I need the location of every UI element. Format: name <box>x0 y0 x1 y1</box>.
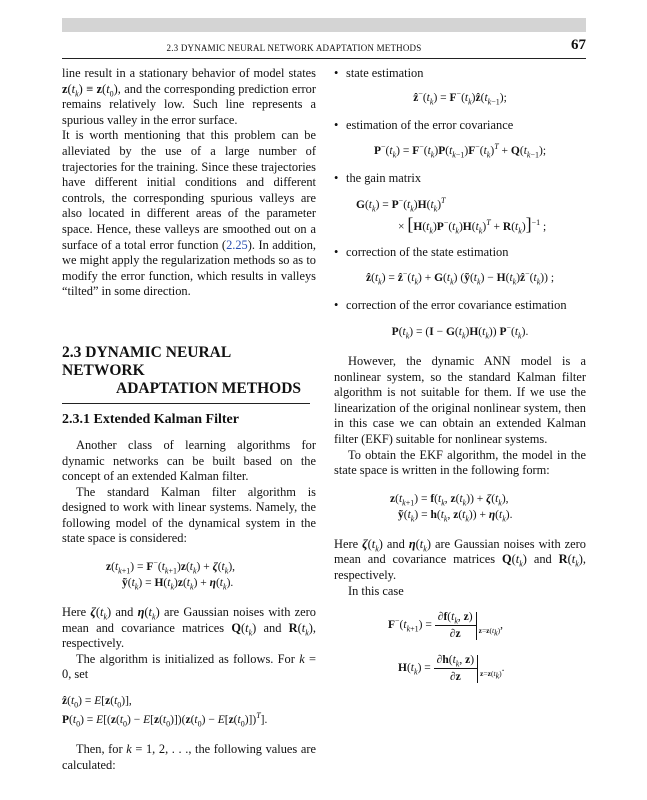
p2-text-b: ). In addition, we might apply the regularization methods so as to modify the error function, which results in valleys “tilted” in some direction. <box>62 237 316 299</box>
bullet-icon: • <box>334 171 339 186</box>
section-title-line-2: ADAPTATION METHODS <box>116 379 302 397</box>
equation-jacobian-h: $H(t_k)$ = $\frac{\partial h(t_k, z)}{\partial z}$ $_{z=z(t_k)}$. <box>398 654 505 684</box>
equation-reference-link[interactable]: 2.25 <box>226 237 248 252</box>
right-paragraph-4: In this case <box>348 583 404 598</box>
equation-covariance-correction: $P(t_k) = (I - G(t_k)H(t_k))$ $P^-(t_k)$. <box>391 323 529 341</box>
left-paragraph-4: The standard Kalman filter algorithm is designed to work with linear systems. Namely, the following model of the dynamical system in the state space is considered: <box>62 484 316 546</box>
nonlinear-state-space-equations <box>334 491 586 523</box>
bullet-label: correction of the error covariance estimation <box>346 298 567 313</box>
right-column <box>334 66 586 699</box>
equation-gain-matrix <box>334 197 586 235</box>
section-title-line-1: 2.3 DYNAMIC NEURAL NETWORK <box>62 343 231 379</box>
equation-init-covariance: $P(t_0) = E[(z(t_0) - E[z(t_0)])(z(t_0) - E[z(t_0)])^T]$. <box>62 711 268 729</box>
header-band <box>62 18 586 32</box>
equation-jacobian-f: $F^-(t_{k+1})$ = $\frac{\partial f(t_k, z)}{\partial z}$ $_{z=z(t_k)}$, <box>388 611 504 641</box>
equation-init-state: $ẑ(t_0) = E[z(t_0)]$, <box>62 695 132 710</box>
page-number: 67 <box>571 37 586 53</box>
bullet-label: state estimation <box>346 66 424 80</box>
equation-nonlinear-output: $ỹ(t_k) = h(t_k$, $z(t_k)) + \eta(t_k)$. <box>398 508 513 524</box>
gain-line-2: × $[H(t_k)P^-(t_k)H(t_k)^T + R(t_k)]^{-1}$ ; <box>398 213 547 236</box>
header-rule <box>62 58 586 59</box>
bullet-gain-matrix <box>334 171 586 187</box>
left-column <box>62 66 316 773</box>
section-title <box>62 344 316 398</box>
bullet-state-correction <box>334 245 586 261</box>
equation-state-prediction: $ẑ^-(t_k)$ = $F^-(t_k)ẑ(t_{k-1})$; <box>413 88 507 106</box>
jacobian-equations <box>334 609 586 685</box>
bullet-icon: • <box>334 298 339 313</box>
p2-text-a: It is worth mentioning that this problem can be alleviated by the use of a large number of trajectories for the training. Since these trajectories have different initial conditions and different controls, the corresponding spurious valleys are also located in different areas of the parameter space. Hence, these valleys are smoothed out on a surface of a total error function ( <box>62 128 316 252</box>
running-title: 2.3 DYNAMIC NEURAL NETWORK ADAPTATION METHODS <box>166 43 422 53</box>
equation-state: $z(t_{k+1}) = F^-(t_{k+1})z(t_k) + \zeta(t_k)$, <box>106 558 236 576</box>
section-title-rule <box>62 403 310 404</box>
left-paragraph-7: Then, for k = 1, 2, . . ., the following values are calculated: <box>62 742 316 772</box>
bullet-label: the gain matrix <box>346 171 422 186</box>
left-paragraph-5: Here $\zeta(t_k)$ and $\eta(t_k)$ are Gaussian noises with zero mean and covariance matrices $Q(t_k)$ and $R(t_k)$, respectively. <box>62 605 316 651</box>
linear-state-space-equations <box>62 559 316 591</box>
bullet-icon: • <box>334 117 339 132</box>
left-paragraph-1: line result in a stationary behavior of model states $z(t_k) \equiv z(t_0)$, and the corresponding prediction error remains relatively low. Such line represents a spurious valley in the error surface. <box>62 66 316 127</box>
initialization-equations <box>62 693 316 728</box>
bullet-label: correction of the state estimation <box>346 244 509 259</box>
equation-output: $ỹ(t_k) = H(t_k)z(t_k) + \eta(t_k)$. <box>122 577 234 592</box>
equation-nonlinear-state: $z(t_{k+1}) = f(t_k$, $z(t_k)) + \zeta(t_k)$, <box>390 492 509 508</box>
gain-line-1: $G(t_k) = P^-(t_k)H(t_k)^T$ <box>356 195 446 214</box>
left-paragraph-6: The algorithm is initialized as follows. For k = 0, set <box>62 651 316 682</box>
bullet-icon: • <box>334 244 339 259</box>
bullet-icon: • <box>334 66 339 80</box>
bullet-error-covariance <box>334 118 586 134</box>
bullet-label: estimation of the error covariance <box>346 117 514 132</box>
equation-state-correction: $ẑ(t_k)$ = $ẑ^-(t_k) + G(t_k)$ ($ỹ(t_k)$ − $H(t_k)ẑ^-(t_k)$) ; <box>365 269 555 287</box>
bullet-state-estimation <box>334 66 586 82</box>
left-paragraph-3: Another class of learning algorithms for dynamic networks can be built based on the concept of an extended Kalman filter. <box>62 437 316 484</box>
right-paragraph-2: To obtain the EKF algorithm, the model in the state space is written in the following form: <box>334 447 586 478</box>
bullet-covariance-correction <box>334 298 586 314</box>
right-paragraph-3: Here $\zeta(t_k)$ and $\eta(t_k)$ are Gaussian noises with zero mean and covariance matrices $Q(t_k)$ and $R(t_k)$, respectively. <box>334 536 586 582</box>
subsection-title: 2.3.1 Extended Kalman Filter <box>62 411 239 427</box>
left-paragraph-2 <box>62 128 316 300</box>
equation-covariance-prediction: $P^-(t_k) = F^-(t_k)P(t_{k-1})F^-(t_k)^T + Q(t_{k-1})$; <box>373 142 547 160</box>
right-paragraph-1: However, the dynamic ANN model is a nonlinear system, so the standard Kalman filter algorithm is not suitable for them. If we use the linearization of the original nonlinear system, then in this case we can obtain an extended Kalman filter (EKF) suitable for nonlinear systems. <box>334 353 586 446</box>
running-header <box>62 37 586 57</box>
